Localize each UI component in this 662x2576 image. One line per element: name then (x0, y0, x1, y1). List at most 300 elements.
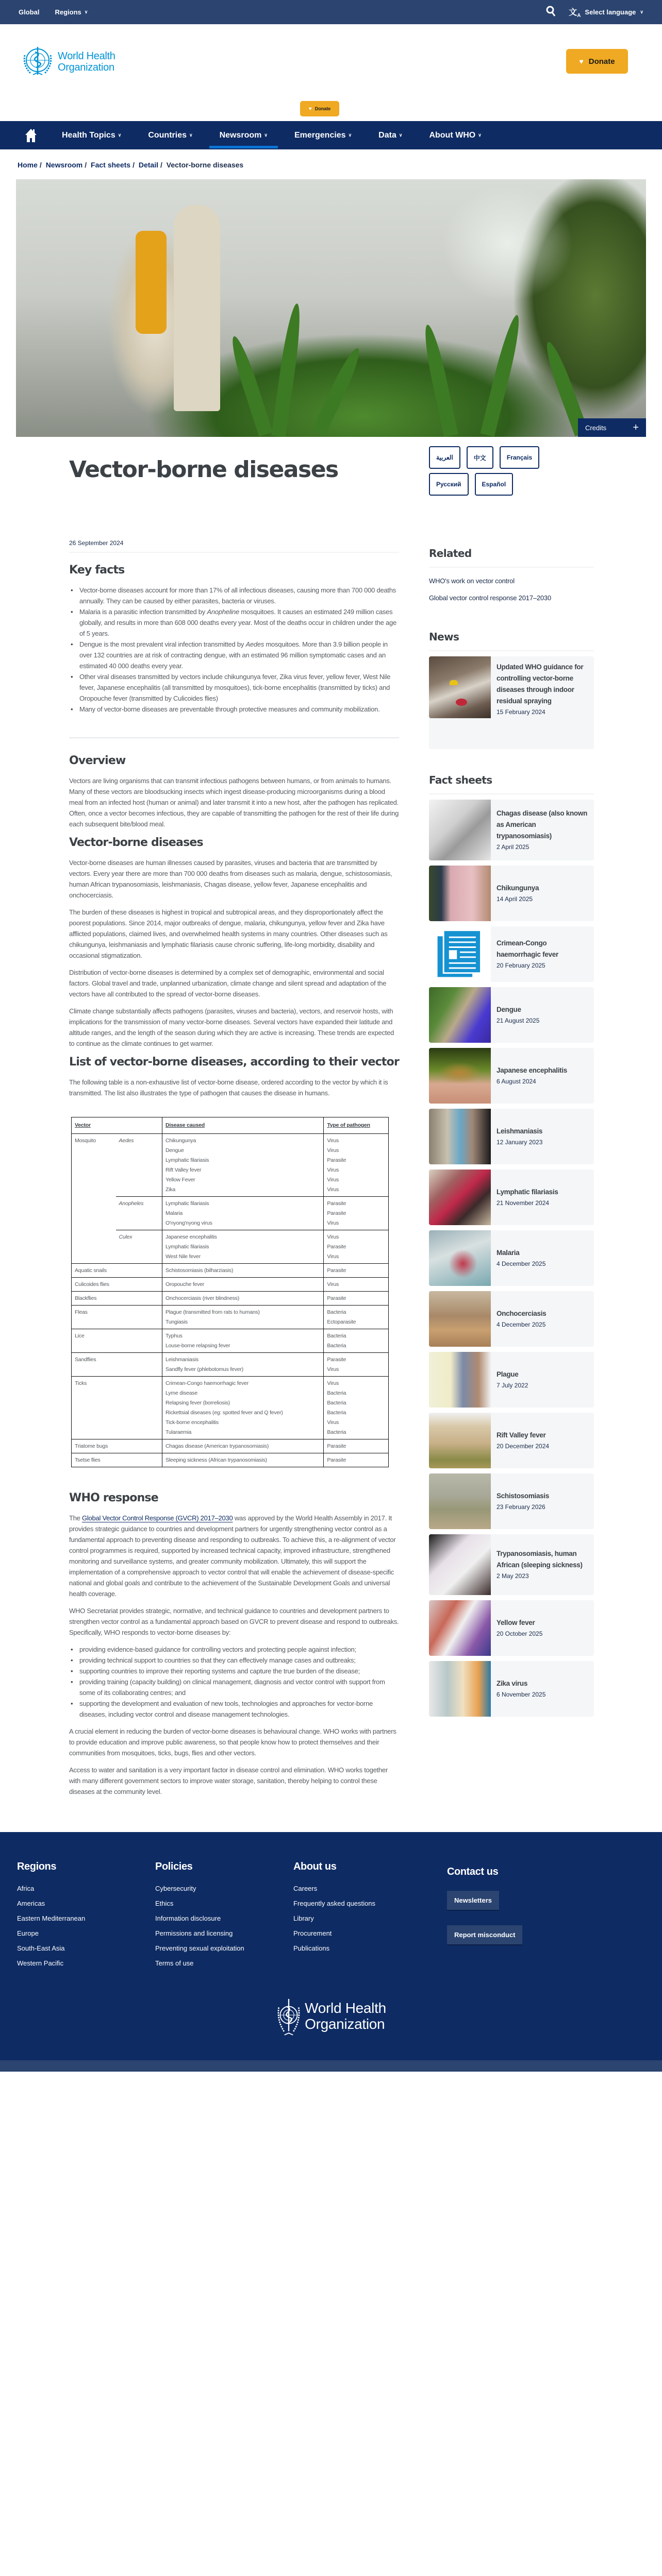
pathogen-type: Virus (327, 1419, 339, 1426)
factsheet-thumbnail (429, 1109, 491, 1164)
table-row (72, 1453, 389, 1467)
factsheet-card[interactable] (429, 1230, 594, 1286)
footer-policy-link[interactable]: Ethics (155, 1900, 174, 1907)
disease-name: Malaria (166, 1210, 183, 1216)
list-heading: List of vector-borne diseases, according to their vector (69, 1056, 399, 1069)
table-row (72, 1353, 389, 1377)
vbd-heading: Vector-borne diseases (69, 836, 203, 849)
breadcrumb: Home / Newsroom / Fact sheets / Detail / Vector-borne diseases (18, 161, 244, 169)
nav-data[interactable]: Data ∨ (378, 130, 403, 140)
factsheet-thumbnail (429, 800, 491, 860)
pathogen-type: Parasite (327, 1244, 346, 1250)
footer-logo-line1: World Health (305, 2000, 386, 2016)
news-section (429, 631, 594, 749)
news-thumbnail (429, 656, 491, 718)
lang-russian[interactable]: Русский (429, 473, 469, 496)
factsheet-date: 6 November 2025 (496, 1691, 546, 1698)
factsheet-card[interactable] (429, 1473, 594, 1529)
response-paragraph: WHO Secretariat provides strategic, normative, and technical guidance to countries and development partners to strengthen vector control as a fundamental approach based on GVCR to prevent disease and respond to outbreaks. Specifically, WHO responds to vector-borne diseases by: (69, 1607, 399, 1636)
chevron-down-icon: ∨ (478, 132, 482, 138)
factsheet-card[interactable] (429, 1534, 594, 1595)
disease-cell (162, 1439, 324, 1453)
key-fact-item: • Vector-borne diseases account for more than 17% of all infectious diseases, causing more than 700 000 deaths annually. They can be caused by either parasites, bacteria or viruses. (69, 585, 399, 606)
vector-disease-table (71, 1117, 389, 1467)
key-fact-item: • Malaria is a parasitic infection transmitted by Anopheline mosquitoes. It causes an estimated 249 million cases globally, and results in more than 608 000 deaths every year. Most of the deaths occur in children under the age of 5 years. (69, 606, 399, 639)
top-bar (0, 0, 662, 24)
who-response-heading: WHO response (69, 1492, 158, 1504)
disease-name: Dengue (166, 1147, 184, 1154)
footer-bottom-bar (0, 2060, 662, 2072)
pathogen-type: Virus (327, 1147, 339, 1154)
report-misconduct-button[interactable]: Report misconduct (447, 1925, 522, 1944)
factsheet-thumbnail (429, 1291, 491, 1347)
disease-name: Plague (transmitted from rats to humans) (166, 1309, 260, 1315)
response-paragraph: The Global Vector Control Response (GVCR) 2017–2030 was approved by the World Health Assembly in 2017. It provides strategic guidance to countries and development partners for urgently strengthening vector control as a fundamental approach to preventing disease and responding to outbreaks. To achieve this, a re-alignment of vector control programmes is required, supported by increased technical capacity, improved infrastructure, strengthened monitoring and surveillance systems, and greater community mobilization. Ultimately, this will support the implementation of a comprehensive approach to vector control that will enable the achievement of disease-specific national and global goals and contribute to the achievement of the Sustainable Development Goals and universal health coverage. (69, 1514, 396, 1598)
response-item: • supporting countries to improve their reporting systems and capture the true burden of the disease; (69, 1666, 399, 1676)
donate-button-small[interactable] (300, 101, 339, 116)
footer-about-link[interactable]: Careers (293, 1885, 318, 1892)
document-icon (429, 926, 491, 982)
factsheet-title: Japanese encephalitis (496, 1066, 568, 1074)
vector-cell: Triatome bugs (72, 1439, 162, 1453)
vector-cell: Aquatic snails (72, 1264, 162, 1278)
footer-region-link[interactable]: Western Pacific (17, 1959, 64, 1967)
pathogen-type: Virus (327, 1220, 339, 1226)
disease-cell (162, 1306, 324, 1329)
content (0, 437, 662, 1803)
credits-label: Credits (585, 423, 607, 432)
nav-about-who[interactable]: About WHO ∨ (429, 130, 482, 140)
chevron-down-icon: ∨ (348, 132, 352, 138)
table-row (72, 1329, 389, 1353)
response-paragraph: Access to water and sanitation is a very important factor in disease control and elimination. WHO works together with many different government sectors to improve water storage, sanitation, thereby helping to control these diseases at the community level. (69, 1766, 388, 1795)
pathogen-type: Bacteria (327, 1390, 346, 1396)
vbd-paragraph: Climate change substantially affects pathogens (parasites, viruses and bacteria), vectors, and reservoir hosts, with implications for the transmission of many vector-borne diseases. Several vectors have expanded their latitude and altitude ranges, and the length of the season during which they are active is increasing. These trends are expected to continue as the climate continues to get warmer. (69, 1007, 394, 1047)
pathogen-type: Virus (327, 1366, 339, 1372)
factsheet-card[interactable] (429, 1352, 594, 1408)
factsheet-date: 21 November 2024 (496, 1199, 550, 1207)
language-selector[interactable] (569, 6, 643, 19)
hero-image (16, 179, 646, 437)
pathogen-cell (324, 1264, 389, 1278)
disease-cell (162, 1197, 324, 1230)
factsheet-date: 2 April 2025 (496, 843, 529, 851)
news-title: Updated WHO guidance for controlling vector-borne diseases through indoor residual spraying (496, 663, 584, 705)
pathogen-type: Parasite (327, 1443, 346, 1449)
pathogen-type: Virus (327, 1167, 339, 1173)
disease-name: Rickettsial diseases (eg: spotted fever and Q fever) (166, 1410, 283, 1416)
disease-name: Chagas disease (American trypanosomiasis) (166, 1443, 269, 1449)
footer-policy-link[interactable]: Preventing sexual exploitation (155, 1944, 244, 1952)
key-facts-list (69, 585, 399, 715)
divider (69, 737, 399, 738)
footer-policies (155, 1861, 293, 1974)
heart-icon: ♥ (579, 57, 584, 65)
hero-leaf (480, 313, 524, 437)
disease-name: Tungiasis (166, 1319, 188, 1325)
disease-name: Sleeping sickness (African trypanosomiasis) (166, 1457, 267, 1463)
disease-name: Tularaemia (166, 1429, 192, 1435)
pathogen-type: Bacteria (327, 1410, 346, 1416)
pathogen-type: Virus (327, 1253, 339, 1260)
chevron-down-icon: ∨ (118, 132, 122, 138)
vbd-paragraph: Distribution of vector-borne diseases is determined by a complex set of demographic, environmental and social factors. Global travel and trade, unplanned urbanization, climate change and silent spread and adaptation of the vectors have all contributed to the spread of vector-borne diseases. (69, 969, 387, 998)
factsheet-card[interactable] (429, 1600, 594, 1656)
key-fact-item: • Dengue is the most prevalent viral infection transmitted by Aedes mosquitoes. More than 3.9 billion people in over 132 countries are at risk of contracting dengue, with an estimated 96 million symptomatic cases and an estimated 40 000 deaths every year. (69, 639, 399, 671)
site-header (0, 24, 662, 121)
table-row (72, 1197, 389, 1230)
chevron-down-icon: ∨ (84, 9, 88, 14)
factsheets-heading: Fact sheets (429, 774, 594, 794)
pathogen-cell (324, 1439, 389, 1453)
factsheet-title: Onchocerciasis (496, 1310, 547, 1317)
disease-name: Leishmaniasis (166, 1357, 198, 1363)
vector-cell: Tsetse flies (72, 1453, 162, 1467)
pathogen-cell (324, 1353, 389, 1377)
factsheet-thumbnail (429, 1600, 491, 1656)
pathogen-type: Parasite (327, 1357, 346, 1363)
breadcrumb-fact-sheets[interactable]: Fact sheets (91, 161, 131, 169)
factsheets-section (429, 774, 594, 1717)
factsheet-date: 4 December 2025 (496, 1260, 546, 1267)
lang-chinese[interactable]: 中文 (467, 446, 493, 469)
pathogen-type: Virus (327, 1281, 339, 1287)
footer-about-link[interactable]: Publications (293, 1944, 330, 1952)
vbd-paragraph: Vector-borne diseases are human illnesses caused by parasites, viruses and bacteria that are transmitted by vectors. Every year there are more than 700 000 deaths from diseases such as malaria, dengue, schistosomiasis, human African trypanosomiasis, leishmaniasis, Chagas disease, yellow fever, Japanese encephalitis and onchocerciasis. (69, 859, 392, 899)
table-row (72, 1439, 389, 1453)
chevron-down-icon: ∨ (399, 132, 403, 138)
who-emblem-icon (276, 1992, 302, 2040)
table-row (72, 1292, 389, 1306)
disease-cell (162, 1329, 324, 1353)
footer-about-link[interactable]: Procurement (293, 1929, 332, 1937)
hero-sprayer-shape (136, 231, 167, 334)
footer-logo[interactable] (0, 1992, 662, 2040)
donate-button[interactable] (566, 49, 628, 74)
hero-leaf (420, 323, 458, 437)
who-logo[interactable] (21, 45, 115, 79)
footer-heading: Contact us (447, 1866, 499, 1877)
nav-countries[interactable]: Countries ∨ (148, 130, 193, 140)
logo-text: World Health Organization (58, 50, 115, 73)
disease-cell (162, 1230, 324, 1264)
related-heading: Related (429, 547, 594, 568)
disease-name: West Nile fever (166, 1253, 201, 1260)
regions-dropdown[interactable] (55, 8, 88, 16)
factsheet-title: Lymphatic filariasis (496, 1188, 558, 1196)
factsheet-card[interactable] (429, 800, 594, 860)
vector-cell: Lice (72, 1329, 162, 1353)
table-row (72, 1230, 389, 1264)
nav-health-topics[interactable]: Health Topics ∨ (62, 130, 122, 140)
disease-name: Tick-borne encephalitis (166, 1419, 219, 1426)
pathogen-type: Bacteria (327, 1429, 346, 1435)
hero-person-shape (174, 205, 220, 411)
footer-region-link[interactable]: Eastern Mediterranean (17, 1914, 86, 1922)
hero-leaf (227, 334, 273, 437)
chevron-down-icon: ∨ (640, 9, 643, 14)
pathogen-type: Parasite (327, 1267, 346, 1274)
factsheet-card[interactable] (429, 1661, 594, 1717)
footer-policy-link[interactable]: Permissions and licensing (155, 1929, 233, 1937)
table-row (72, 1264, 389, 1278)
disease-name: Onchocerciasis (river blindness) (166, 1295, 239, 1301)
lang-french[interactable]: Français (500, 446, 539, 469)
table-row (72, 1377, 389, 1439)
who-emblem-icon (21, 45, 55, 79)
factsheet-title: Plague (496, 1370, 519, 1378)
response-item: • providing training (capacity building) on clinical management, diagnosis and vector control with support from some of its collaborating centres; and (69, 1676, 399, 1698)
factsheet-thumbnail (429, 1048, 491, 1104)
factsheet-title: Chikungunya (496, 884, 539, 892)
response-item: • providing technical support to countries so that they can effectively manage cases and outbreaks; (69, 1655, 399, 1666)
chevron-down-icon: ∨ (264, 132, 268, 138)
lang-spanish[interactable]: Español (475, 473, 514, 496)
footer-policy-link[interactable]: Terms of use (155, 1959, 194, 1967)
footer-logo-line2: Organization (305, 2016, 385, 2032)
news-card[interactable] (429, 656, 594, 749)
credits-button[interactable] (578, 418, 646, 437)
regions-label: Regions (55, 8, 81, 16)
footer-region-link[interactable]: Europe (17, 1929, 39, 1937)
news-heading: News (429, 631, 594, 651)
disease-name: Louse-borne relapsing fever (166, 1343, 230, 1349)
disease-name: Sandfly fever (phlebotomus fever) (166, 1366, 243, 1372)
pathogen-cell (324, 1292, 389, 1306)
page-title: Vector-borne diseases (69, 456, 338, 483)
factsheet-card[interactable] (429, 987, 594, 1043)
footer-about (293, 1861, 447, 1974)
disease-name: Zika (166, 1187, 176, 1193)
language-label: Select language (585, 8, 636, 16)
main-column (69, 437, 399, 1803)
disease-name: Relapsing fever (borreliosis) (166, 1400, 230, 1406)
overview-heading: Overview (69, 754, 126, 767)
factsheet-thumbnail (429, 1170, 491, 1225)
factsheet-card[interactable] (429, 1109, 594, 1164)
vector-cell: Culicoides flies (72, 1278, 162, 1292)
table-header-row (72, 1117, 389, 1134)
factsheet-date: 4 December 2025 (496, 1321, 546, 1328)
footer-policy-link[interactable]: Cybersecurity (155, 1885, 196, 1892)
factsheet-thumbnail (429, 866, 491, 921)
disease-cell (162, 1453, 324, 1467)
factsheet-date: 14 April 2025 (496, 895, 533, 903)
donate-label: Donate (588, 57, 615, 66)
plus-icon: + (633, 421, 639, 433)
pathogen-cell (324, 1306, 389, 1329)
pathogen-type: Virus (327, 1177, 339, 1183)
factsheet-date: 7 July 2022 (496, 1382, 528, 1389)
genus-cell: Aedes (116, 1134, 162, 1197)
disease-name: Yellow Fever (166, 1177, 195, 1183)
disease-name: Rift Valley fever (166, 1167, 202, 1173)
hero-leaf (312, 346, 364, 436)
vector-cell: Blackflies (72, 1292, 162, 1306)
pathogen-cell (324, 1230, 389, 1264)
pathogen-type: Bacteria (327, 1343, 346, 1349)
pathogen-type: Parasite (327, 1295, 346, 1301)
disease-cell (162, 1134, 324, 1197)
response-item: • supporting the development and evaluation of new tools, technologies and approaches for vector-borne diseases, including vector control and disease management technologies. (69, 1698, 399, 1720)
factsheet-thumbnail (429, 1534, 491, 1595)
factsheet-card[interactable] (429, 866, 594, 921)
factsheet-card[interactable] (429, 1413, 594, 1468)
pathogen-type: Virus (327, 1138, 339, 1144)
related-link[interactable]: WHO's work on vector control (429, 577, 515, 585)
factsheet-date: 23 February 2026 (496, 1503, 545, 1511)
response-item: • providing evidence-based guidance for controlling vectors and protecting people against infection; (69, 1644, 399, 1655)
key-fact-item: • Other viral diseases transmitted by vectors include chikungunya fever, Zika virus fever, yellow fever, West Nile fever, Japanese encephalitis (all transmitted by mosquitoes), tick-borne encephalitis (transmitted by ticks) and Oropouche fever (transmitted by Culicoides flies) (69, 671, 399, 704)
factsheet-title: Yellow fever (496, 1619, 535, 1626)
genus-cell: Culex (116, 1230, 162, 1264)
factsheet-title: Trypanosomiasis, human African (sleeping sickness) (496, 1550, 583, 1569)
breadcrumb-current: Vector-borne diseases (166, 161, 244, 169)
global-link[interactable]: Global (19, 8, 40, 16)
home-icon[interactable] (21, 128, 41, 143)
factsheet-thumbnail (429, 1473, 491, 1529)
language-switcher (429, 446, 558, 496)
search-icon[interactable] (546, 6, 556, 19)
factsheet-card[interactable] (429, 1170, 594, 1225)
heart-icon: ♥ (308, 106, 312, 112)
factsheet-date: 20 December 2024 (496, 1443, 550, 1450)
vector-cell: Fleas (72, 1306, 162, 1329)
lang-arabic[interactable]: العربية (429, 446, 460, 469)
table-row (72, 1306, 389, 1329)
disease-name: Chikungunya (166, 1138, 196, 1144)
disease-cell (162, 1264, 324, 1278)
factsheet-date: 2 May 2023 (496, 1572, 529, 1580)
factsheet-thumbnail (429, 1661, 491, 1717)
publish-date: 26 September 2024 (69, 539, 399, 553)
factsheet-title: Chagas disease (also known as American trypanosomiasis) (496, 809, 588, 840)
pathogen-type: Bacteria (327, 1333, 346, 1339)
disease-cell (162, 1278, 324, 1292)
footer-policy-link[interactable]: Information disclosure (155, 1914, 221, 1922)
breadcrumb-detail[interactable]: Detail (138, 161, 158, 169)
pathogen-type: Bacteria (327, 1309, 346, 1315)
pathogen-type: Virus (327, 1187, 339, 1193)
factsheet-title: Schistosomiasis (496, 1492, 550, 1500)
pathogen-type: Parasite (327, 1210, 346, 1216)
factsheet-title: Rift Valley fever (496, 1431, 546, 1439)
factsheet-title: Crimean-Congo haemorrhagic fever (496, 939, 558, 958)
table-row (72, 1278, 389, 1292)
footer-about-link[interactable]: Library (293, 1914, 314, 1922)
disease-name: Japanese encephalitis (166, 1234, 217, 1240)
breadcrumb-newsroom[interactable]: Newsroom (45, 161, 83, 169)
donate-small-label: Donate (315, 106, 331, 111)
related-link[interactable]: Global vector control response 2017–2030 (429, 594, 551, 602)
pathogen-type: Parasite (327, 1457, 346, 1463)
disease-name: Crimean-Congo haemorrhagic fever (166, 1380, 249, 1386)
vbd-paragraph: The burden of these diseases is highest in tropical and subtropical areas, and they disproportionately affect the poorest populations. Since 2014, major outbreaks of dengue, malaria, chikungunya, yellow fever and Zika have afflicted populations, claimed lives, and overwhelmed health systems in many countries. Other diseases such as chikungunya, leishmaniasis and lymphatic filariasis cause chronic suffering, life-long morbidity, disability and occasional stigmatization. (69, 908, 388, 959)
overview-text: Vectors are living organisms that can transmit infectious pathogens between humans, or from animals to humans. Many of these vectors are bloodsucking insects which ingest disease-producing microorganisms during a blood meal from an infected host (human or animal) and later transmit it into a new host, after the pathogen has replicated. Often, once a vector becomes infectious, they are capable of transmitting the pathogen for the rest of their life during each subsequent bite/blood meal. (69, 777, 399, 828)
factsheet-thumbnail (429, 987, 491, 1043)
footer-region-link[interactable]: Africa (17, 1885, 35, 1892)
factsheet-date: 20 October 2025 (496, 1630, 543, 1637)
pathogen-cell (324, 1453, 389, 1467)
newsletters-button[interactable]: Newsletters (447, 1891, 499, 1910)
response-list (69, 1644, 399, 1720)
translate-icon: 文$_A$ (569, 8, 581, 19)
disease-cell (162, 1292, 324, 1306)
factsheet-card[interactable] (429, 1291, 594, 1347)
hero-leaf (271, 302, 304, 437)
footer-about-link[interactable]: Frequently asked questions (293, 1900, 375, 1907)
disease-name: O'nyong'nyong virus (166, 1220, 212, 1226)
genus-cell: Anopheles (116, 1197, 162, 1230)
pathogen-cell (324, 1377, 389, 1439)
factsheet-title: Malaria (496, 1249, 520, 1257)
pathogen-type: Bacteria (327, 1400, 346, 1406)
key-fact-item: • Many of vector-borne diseases are preventable through protective measures and community mobilization. (69, 704, 399, 715)
factsheet-card[interactable] (429, 1048, 594, 1104)
site-footer (0, 1832, 662, 2060)
footer-contact (447, 1861, 516, 1974)
list-intro: The following table is a non-exhaustive list of vector-borne disease, ordered according to the vector by which it is transmitted. The list also illustrates the type of pathogen that causes the disease in humans. (69, 1078, 388, 1097)
pathogen-cell (324, 1329, 389, 1353)
col-header-disease: Disease caused (162, 1117, 324, 1134)
breadcrumb-home[interactable]: Home (18, 161, 38, 169)
related-section (429, 547, 594, 602)
nav-emergencies[interactable]: Emergencies ∨ (294, 130, 352, 140)
disease-name: Schistosomiasis (bilharziasis) (166, 1267, 234, 1274)
factsheet-date: 20 February 2025 (496, 962, 545, 969)
footer-heading: Policies (155, 1861, 193, 1872)
disease-name: Lymphatic filariasis (166, 1244, 209, 1250)
pathogen-type: Parasite (327, 1200, 346, 1207)
footer-heading: About us (293, 1861, 337, 1872)
main-nav (0, 121, 662, 149)
footer-region-link[interactable]: Americas (17, 1900, 45, 1907)
footer-heading: Regions (17, 1861, 57, 1872)
vector-cell: Mosquito (72, 1134, 116, 1264)
factsheet-title: Leishmaniasis (496, 1127, 543, 1135)
disease-cell (162, 1377, 324, 1439)
pathogen-type: Virus (327, 1234, 339, 1240)
pathogen-cell (324, 1278, 389, 1292)
sidebar (429, 437, 594, 1803)
vector-cell: Sandflies (72, 1353, 162, 1377)
disease-name: Lymphatic filariasis (166, 1200, 209, 1207)
factsheet-date: 12 January 2023 (496, 1139, 543, 1146)
gvcr-link[interactable]: Global Vector Control Response (GVCR) 2017–2030 (82, 1514, 233, 1522)
disease-name: Typhus (166, 1333, 183, 1339)
pathogen-cell (324, 1197, 389, 1230)
factsheet-title: Zika virus (496, 1680, 528, 1687)
disease-name: Lymphatic filariasis (166, 1157, 209, 1163)
footer-logo-text (305, 2000, 386, 2032)
factsheet-date: 6 August 2024 (496, 1078, 536, 1085)
factsheet-thumbnail (429, 1413, 491, 1468)
nav-newsroom[interactable]: Newsroom ∨ (220, 121, 268, 149)
factsheet-title: Dengue (496, 1006, 521, 1013)
table-row (72, 1134, 389, 1197)
disease-name: Lyme disease (166, 1390, 197, 1396)
pathogen-type: Ectoparasite (327, 1319, 356, 1325)
pathogen-cell (324, 1134, 389, 1197)
factsheet-date: 21 August 2025 (496, 1017, 540, 1024)
disease-name: Oropouche fever (166, 1281, 205, 1287)
footer-regions (17, 1861, 155, 1974)
pathogen-type: Parasite (327, 1157, 346, 1163)
news-date: 15 February 2024 (496, 708, 545, 716)
factsheet-card[interactable] (429, 926, 594, 982)
footer-region-link[interactable]: South-East Asia (17, 1944, 65, 1952)
factsheet-thumbnail (429, 1352, 491, 1408)
